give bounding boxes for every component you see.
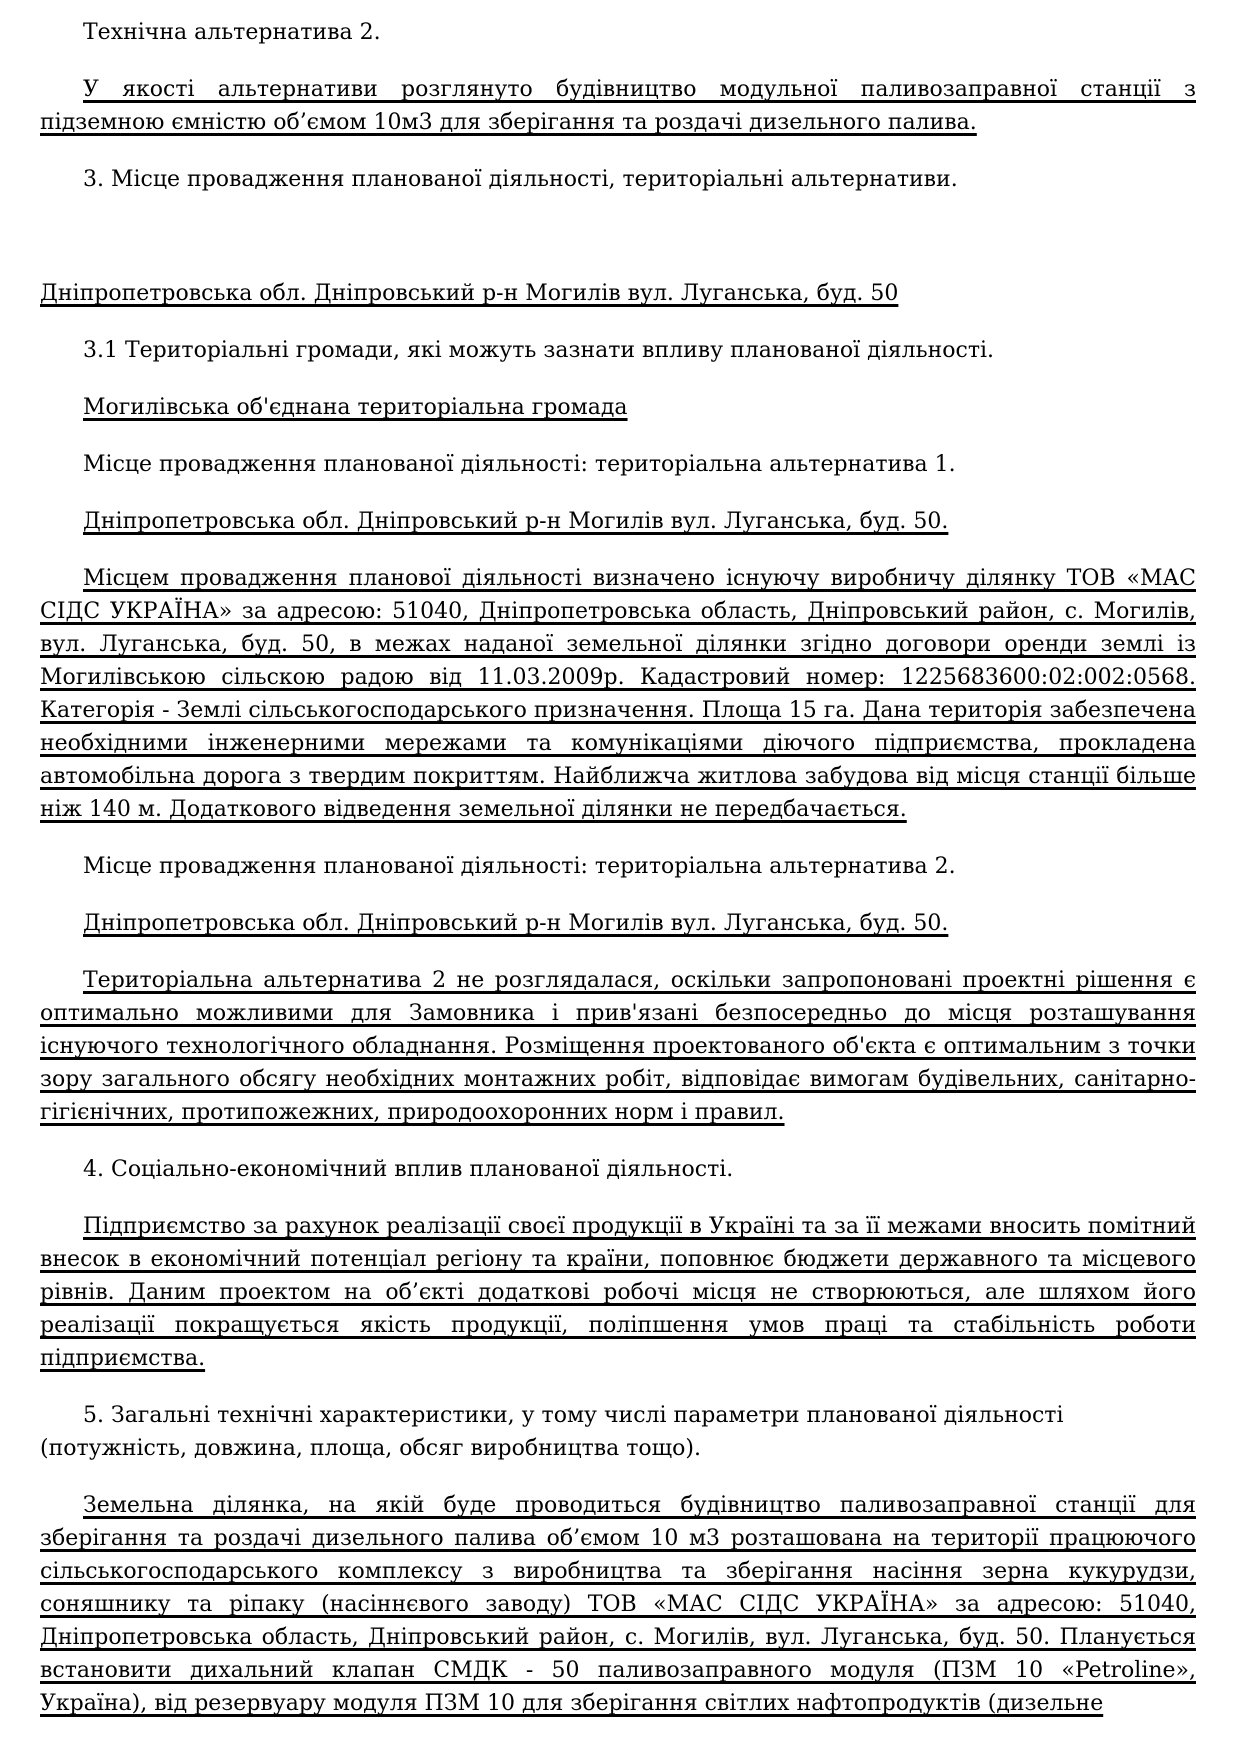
paragraph: 5. Загальні технічні характеристики, у тому числі параметри планованої діяльності (потужність, довжина, площа, обсяг виробництва тощо). xyxy=(40,1403,1064,1461)
paragraph: Місце провадження планованої діяльності: територіальна альтернатива 2. xyxy=(83,854,956,879)
paragraph: 3. Місце провадження планованої діяльності, територіальні альтернативи. xyxy=(83,167,958,192)
paragraph: Земельна ділянка, на якій буде проводиться будівництво паливозаправної станції для зберігання та роздачі дизельного палива об’ємом 10 м3 розташована на території працюючого сільськогосподарського комплексу з виробництва та зберігання насіння зерна кукурудзи, соняшнику та ріпаку (насіннєвого заводу) ТОВ «МАС СІДС УКРАЇНА» за адресою: 51040, Дніпропетровська область, Дніпровський район, с. Могилів, вул. Луганська, буд. 50. Планується встановити дихальний клапан СМДК - 50 паливозаправного модуля (ПЗМ 10 «Petroline», Україна), від резервуару модуля ПЗМ 10 для зберігання світлих нафтопродуктів (дизельне xyxy=(40,1493,1196,1716)
empty-paragraph xyxy=(40,220,1196,253)
paragraph: У якості альтернативи розглянуто будівництво модульної паливозаправної станції з підземною ємністю об’ємом 10м3 для зберігання та роздачі дизельного палива. xyxy=(40,77,1196,135)
paragraph: Територіальна альтернатива 2 не розглядалася, оскільки запропоновані проектні рішення є оптимально можливими для Замовника і прив'язані безпосередньо до місця розташування існуючого технологічного обладнання. Розміщення проектованого об'єкта є оптимальним з точки зору загального обсягу необхідних монтажних робіт, відповідає вимогам будівельних, санітарно-гігієнічних, протипожежних, природоохоронних норм і правил. xyxy=(40,968,1196,1125)
paragraph: Підприємство за рахунок реалізації своєї продукції в Україні та за її межами вносить помітний внесок в економічний потенціал регіону та країни, поповнює бюджети державного та місцевого рівнів. Даним проектом на об’єкті додаткові робочі місця не створюються, але шляхом його реалізації покращується якість продукції, поліпшення умов праці та стабільність роботи підприємства. xyxy=(40,1214,1196,1371)
document-content xyxy=(40,16,1196,1720)
paragraph: Технічна альтернатива 2. xyxy=(83,20,381,45)
paragraph: Місце провадження планованої діяльності: територіальна альтернатива 1. xyxy=(83,452,956,477)
paragraph: Дніпропетровська обл. Дніпровський р-н Могилів вул. Луганська, буд. 50. xyxy=(83,509,949,534)
paragraph: Дніпропетровська обл. Дніпровський р-н Могилів вул. Луганська, буд. 50. xyxy=(83,911,949,936)
paragraph: Дніпропетровська обл. Дніпровський р-н Могилів вул. Луганська, буд. 50 xyxy=(40,281,899,306)
paragraph: Могилівська об'єднана територіальна громада xyxy=(83,395,628,420)
paragraph: 4. Соціально-економічний вплив планованої діяльності. xyxy=(83,1157,734,1182)
paragraph: 3.1 Територіальні громади, які можуть зазнати впливу планованої діяльності. xyxy=(83,338,995,363)
paragraph: Місцем провадження планової діяльності визначено існуючу виробничу ділянку ТОВ «МАС СІДС УКРАЇНА» за адресою: 51040, Дніпропетровська область, Дніпровський район, с. Могилів, вул. Луганська, буд. 50, в межах наданої земельної ділянки згідно договори оренди землі із Могилівською сільскою радою від 11.03.2009р. Кадастровий номер: 1225683600:02:002:0568. Категорія - Землі сільськогосподарського призначення. Площа 15 га. Дана територія забезпечена необхідними інженерними мережами та комунікаціями діючого підприємства, прокладена автомобільна дорога з твердим покриттям. Найближча житлова забудова від місця станції більше ніж 140 м. Додаткового відведення земельної ділянки не передбачається. xyxy=(40,566,1196,822)
